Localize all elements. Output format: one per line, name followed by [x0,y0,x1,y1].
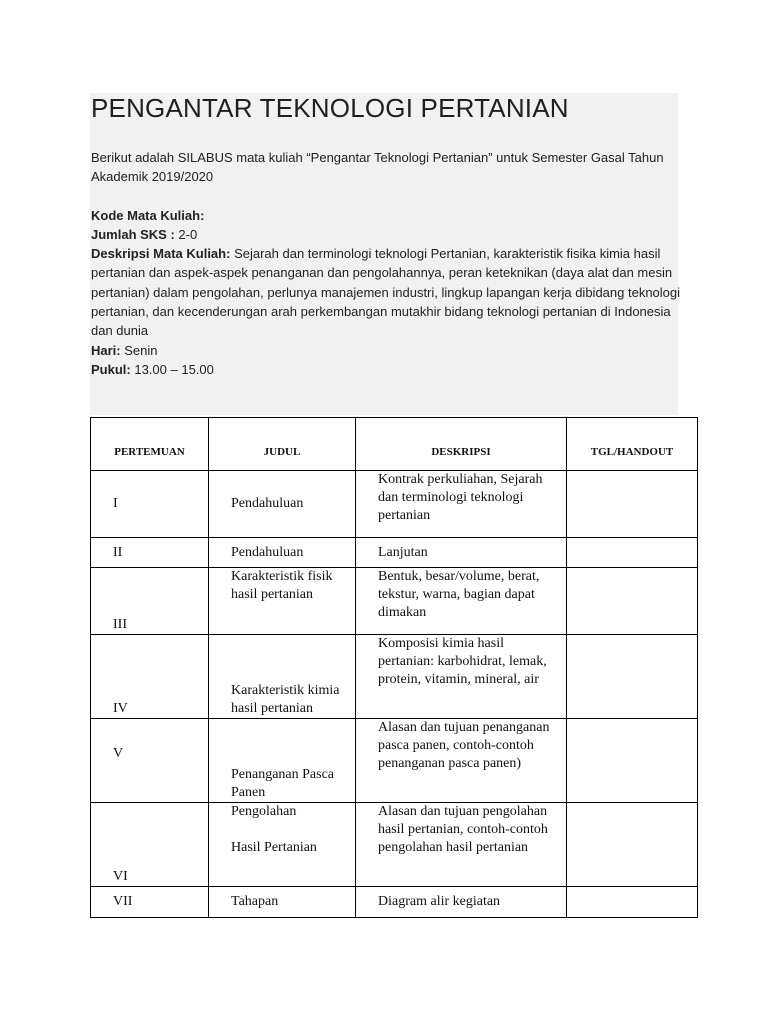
header-deskripsi: DESKRIPSI [356,418,567,471]
credits-value: 2-0 [178,226,198,242]
cell-judul: Penanganan Pasca Panen [209,719,356,803]
cell-judul: Pendahuluan [209,538,356,568]
table-row [91,471,698,538]
cell-judul [209,803,356,887]
day-label: Hari: [91,342,121,358]
cell-tgl [567,719,698,803]
cell-pertemuan: IV [91,635,209,719]
description-label: Deskripsi Mata Kuliah: [91,246,231,262]
description-value: Sejarah dan terminologi teknologi Pertanian, karakteristik fisika kimia hasil pertanian dan aspek-aspek penanganan dan pengolahannya, peran keteknikan (daya alat dan mesin pertanian) dalam pengolahan, perlunya manajemen industri, lingkup lapangan kerja dibidang teknologi pertanian, dan kecenderungan arah perkembangan mutakhir bidang teknologi pertanian di Indonesia dan dunia [91,246,681,339]
header-tgl-handout: TGL/HANDOUT [567,418,698,471]
cell-tgl [567,538,698,568]
cell-deskripsi: Kontrak perkuliahan, Sejarah dan terminologi teknologi pertanian [356,471,567,538]
cell-pertemuan: VII [91,887,209,918]
table-row [91,803,698,887]
cell-deskripsi: Alasan dan tujuan penanganan pasca panen, contoh-contoh penanganan pasca panen) [356,719,567,803]
syllabus-table [90,417,698,918]
cell-deskripsi: Alasan dan tujuan pengolahan hasil pertanian, contoh-contoh pengolahan hasil pertanian [356,803,567,887]
cell-deskripsi: Komposisi kimia hasil pertanian: karbohidrat, lemak, protein, vitamin, mineral, air [356,635,567,719]
day-line [91,341,681,360]
course-info [91,148,681,379]
cell-pertemuan: V [91,719,209,803]
course-code-line [91,206,681,225]
cell-deskripsi: Bentuk, besar/volume, berat, tekstur, warna, bagian dapat dimakan [356,568,567,635]
cell-judul-line: Pengolahan [231,804,297,819]
cell-judul: Karakteristik fisik hasil pertanian [209,568,356,635]
description-line [91,244,681,340]
header-judul: JUDUL [209,418,356,471]
cell-pertemuan: II [91,538,209,568]
table-row [91,635,698,719]
cell-judul: Tahapan [209,887,356,918]
course-code-label: Kode Mata Kuliah: [91,207,205,223]
cell-pertemuan: I [91,471,209,538]
cell-deskripsi: Diagram alir kegiatan [356,887,567,918]
cell-pertemuan: VI [91,803,209,887]
table-row [91,719,698,803]
time-label: Pukul: [91,361,131,377]
time-value: 13.00 – 15.00 [134,361,214,377]
cell-tgl [567,471,698,538]
table-row [91,568,698,635]
cell-tgl [567,803,698,887]
table-row [91,538,698,568]
cell-tgl [567,635,698,719]
credits-label: Jumlah SKS : [91,226,175,242]
cell-deskripsi: Lanjutan [356,538,567,568]
cell-tgl [567,568,698,635]
table-header-row [91,418,698,471]
cell-judul: Pendahuluan [209,471,356,538]
day-value: Senin [124,342,158,358]
cell-pertemuan: III [91,568,209,635]
cell-judul-line: Hasil Pertanian [231,840,317,855]
time-line [91,360,681,379]
header-pertemuan: PERTEMUAN [91,418,209,471]
credits-line [91,225,681,244]
cell-judul: Karakteristik kimia hasil pertanian [209,635,356,719]
table-row [91,887,698,918]
intro-paragraph: Berikut adalah SILABUS mata kuliah “Pengantar Teknologi Pertanian” untuk Semester Gasal Tahun Akademik 2019/2020 [91,150,664,185]
page-title: PENGANTAR TEKNOLOGI PERTANIAN [91,93,569,123]
cell-tgl [567,887,698,918]
